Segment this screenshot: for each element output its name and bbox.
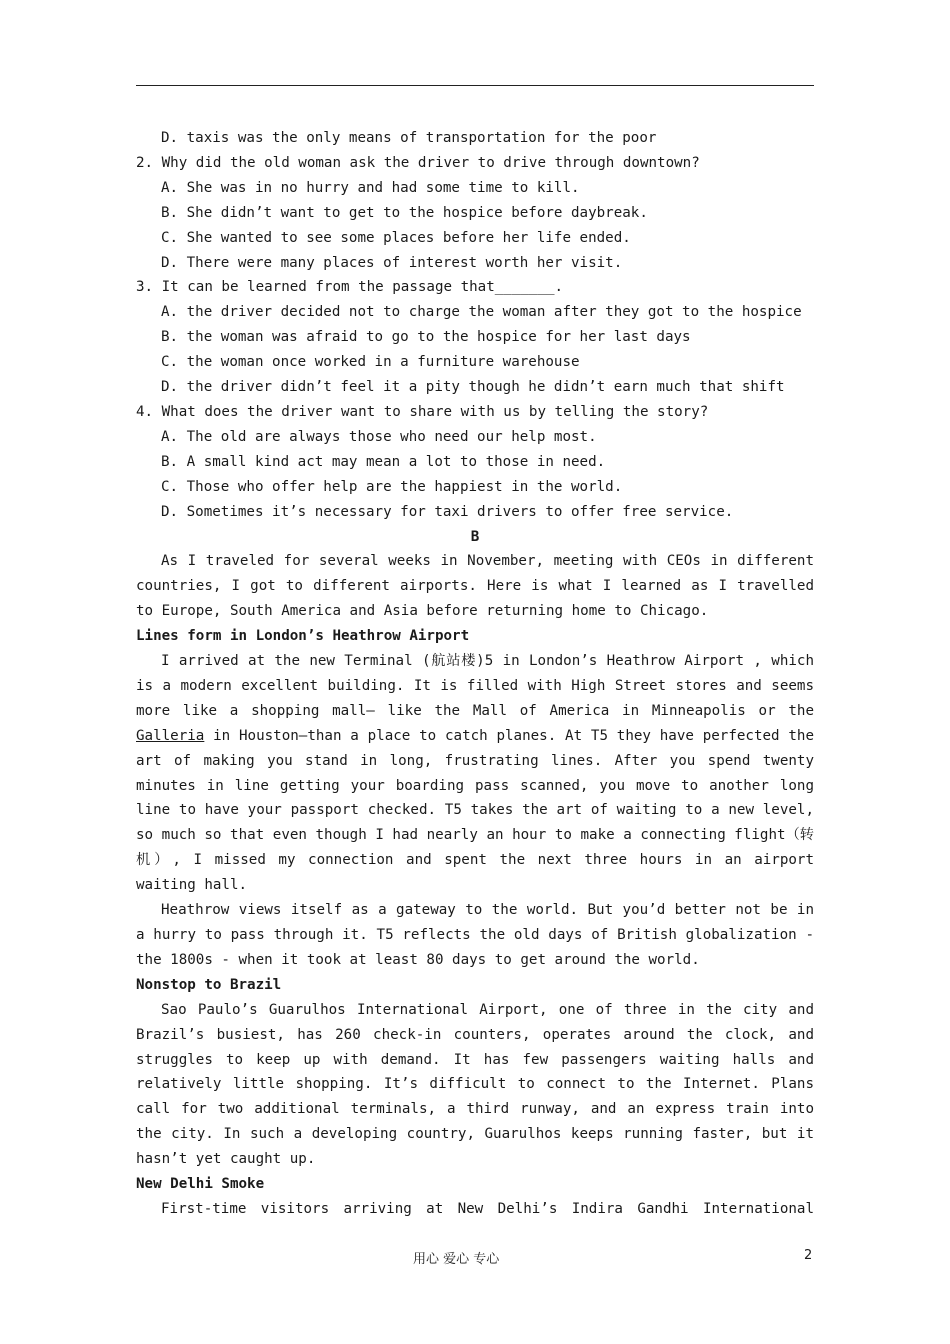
- brazil-text: Sao Paulo’s Guarulhos International Airport, one of three in the city and Brazil’s busiest, has 260 check-in counters, operates around the clock, and struggles to keep up with demand. It has few passengers waiting halls and relatively little shopping. It’s difficult to connect to the Internet. Plans call for two additional terminals, a third runway, and an express train into the city. In such a developing country, Guarulhos keeps running faster, but it hasn’t yet caught up.: [136, 1001, 814, 1168]
- london-paragraph-1: [136, 649, 814, 898]
- footer-text: 用心 爱心 专心: [413, 1252, 500, 1267]
- london-p1-after: in Houston—than a place to catch planes. At T5 they have perfected the art of making you stand in long, frustrating lines. After you spend twenty minutes in line getting your boarding pass scanned, you move to another long line to have your passport checked. T5 takes the art of waiting to a new level, so much so that even though I had nearly an hour to make a connecting flight（转机）, I missed my connection and spent the next three hours in an airport waiting hall.: [136, 727, 814, 894]
- q3-stem-prefix: 3. It can be learned from the passage that: [136, 279, 495, 296]
- q2-option-c: C. She wanted to see some places before her life ended.: [161, 229, 631, 246]
- intro-text: As I traveled for several weeks in November, meeting with CEOs in different countries, I got to different airports. Here is what I learned as I travelled to Europe, South America and Asia before returning home to Chicago.: [136, 553, 814, 620]
- q4-option-b: B. A small kind act may mean a lot to those in need.: [161, 453, 606, 470]
- q3-stem: [136, 275, 814, 300]
- page-content: [136, 126, 814, 1222]
- brazil-heading: Nonstop to Brazil: [136, 976, 282, 993]
- brazil-paragraph: [136, 998, 814, 1172]
- q3-option-a: A. the driver decided not to charge the woman after they got to the hospice: [161, 304, 802, 321]
- q2-option-a: A. She was in no hurry and had some time to kill.: [161, 179, 580, 196]
- page-number: 2: [804, 1248, 813, 1263]
- q2-option-d: D. There were many places of interest worth her visit.: [161, 254, 623, 271]
- london-heading: Lines form in London’s Heathrow Airport: [136, 628, 470, 645]
- q4-option-d: D. Sometimes it’s necessary for taxi drivers to offer free service.: [161, 503, 734, 520]
- q3-option-d: D. the driver didn’t feel it a pity though he didn’t earn much that shift: [161, 379, 785, 396]
- q1-option-d: D. taxis was the only means of transportation for the poor: [161, 130, 657, 146]
- q3-stem-blank: _______: [494, 279, 555, 296]
- london-p1-before: I arrived at the new Terminal (航站楼)5 in London’s Heathrow Airport , which is a modern excellent building. It is filled with High Street stores and seems more like a shopping mall— like the Mall of America in Minneapolis or the: [136, 653, 814, 719]
- q2-option-b: B. She didn’t want to get to the hospice before daybreak.: [161, 204, 648, 221]
- section-b-label: B: [470, 528, 480, 545]
- london-p2-text: Heathrow views itself as a gateway to the world. But you’d better not be in a hurry to pass through it. T5 reflects the old days of British globalization - the 1800s - when it took at least 80 days to get around the world.: [136, 902, 814, 968]
- q3-option-b: B. the woman was afraid to go to the hospice for her last days: [161, 329, 691, 346]
- header-rule: [136, 85, 814, 86]
- delhi-heading: New Delhi Smoke: [136, 1176, 265, 1193]
- delhi-paragraph: First-time visitors arriving at New Delhi’s Indira Gandhi International: [161, 1200, 814, 1217]
- london-paragraph-2: [136, 898, 814, 973]
- q4-option-c: C. Those who offer help are the happiest in the world.: [161, 478, 623, 495]
- intro-paragraph: [136, 549, 814, 624]
- q4-option-a: A. The old are always those who need our help most.: [161, 428, 597, 445]
- q3-option-c: C. the woman once worked in a furniture warehouse: [161, 354, 580, 371]
- q4-stem: 4. What does the driver want to share with us by telling the story?: [136, 403, 709, 420]
- q2-stem: 2. Why did the old woman ask the driver to drive through downtown?: [136, 154, 700, 171]
- q3-stem-suffix: .: [554, 279, 564, 296]
- galleria-link[interactable]: Galleria: [136, 727, 205, 744]
